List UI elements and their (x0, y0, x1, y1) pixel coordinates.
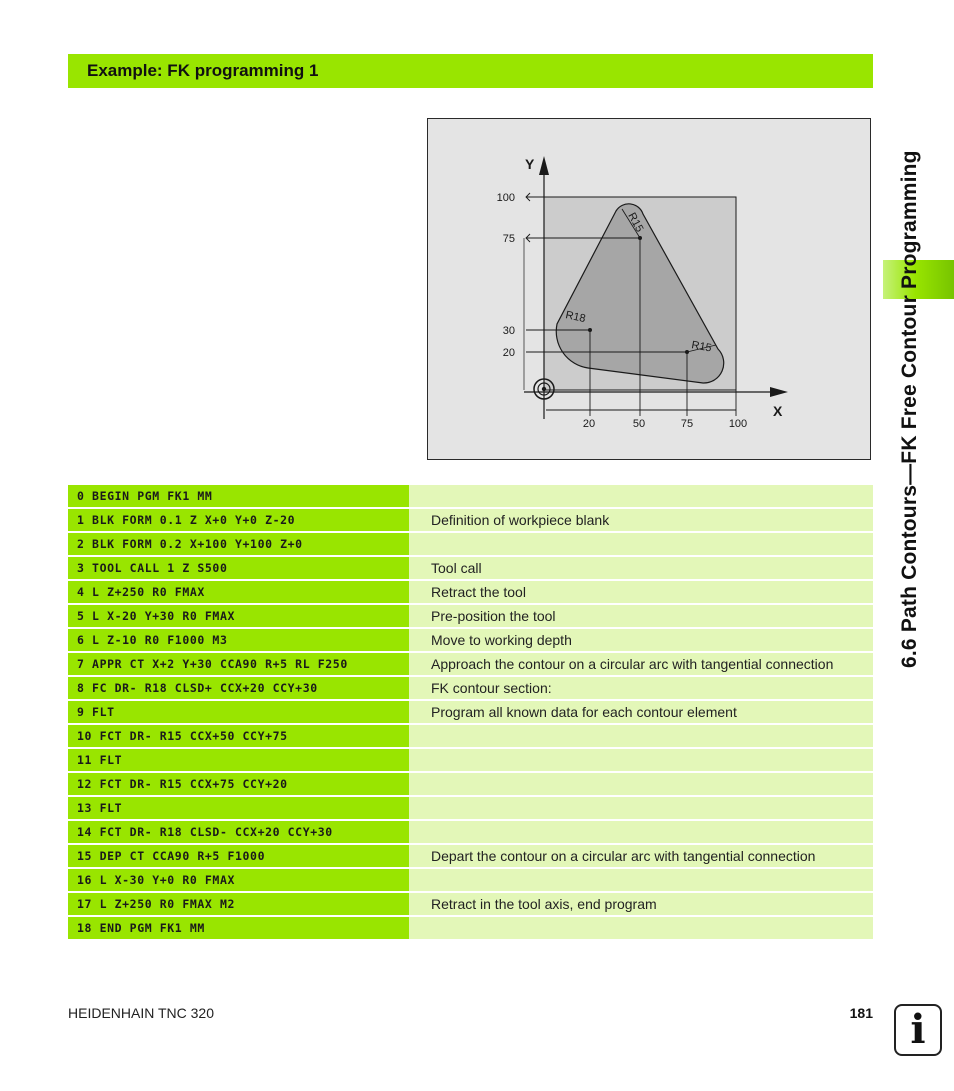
x-tick-label: 100 (728, 418, 748, 430)
nc-block-text: 13 FLT (77, 801, 123, 815)
description-cell (409, 557, 873, 579)
nc-code-cell (68, 581, 409, 603)
description-cell (409, 773, 873, 795)
description-cell (409, 749, 873, 771)
program-listing (68, 485, 873, 941)
description-cell (409, 917, 873, 939)
nc-code-cell (68, 821, 409, 843)
section-title: Example: FK programming 1 (87, 61, 319, 80)
y-axis-label: Y (525, 156, 535, 172)
description-cell (409, 725, 873, 747)
table-row (68, 677, 873, 699)
description-cell (409, 677, 873, 699)
center-point-icon (588, 328, 592, 332)
nc-code-cell (68, 893, 409, 915)
footer-product: HEIDENHAIN TNC 320 (68, 1005, 215, 1021)
center-point-icon (685, 350, 689, 354)
nc-block-text: 4 L Z+250 R0 FMAX (77, 585, 205, 599)
description-text: FK contour section: (431, 680, 552, 696)
description-cell (409, 893, 873, 915)
chapter-section-title: 6.6 Path Contours—FK Free Contour Programming (898, 150, 921, 668)
nc-block-text: 16 L X-30 Y+0 R0 FMAX (77, 873, 235, 887)
description-text: Retract the tool (431, 584, 526, 600)
nc-code-cell (68, 725, 409, 747)
table-row (68, 581, 873, 603)
description-cell (409, 605, 873, 627)
radius-label: R15 (690, 339, 713, 355)
nc-block-text: 2 BLK FORM 0.2 X+100 Y+100 Z+0 (77, 537, 303, 551)
table-row (68, 509, 873, 531)
description-cell (409, 797, 873, 819)
table-row (68, 749, 873, 771)
nc-code-cell (68, 533, 409, 555)
description-text: Tool call (431, 560, 482, 576)
nc-block-text: 15 DEP CT CCA90 R+5 F1000 (77, 849, 266, 863)
x-tick-label: 75 (680, 418, 694, 430)
y-tick-label: 30 (502, 325, 515, 337)
description-text: Program all known data for each contour element (431, 704, 737, 720)
x-axis-label: X (773, 403, 783, 419)
nc-block-text: 3 TOOL CALL 1 Z S500 (77, 561, 228, 575)
description-text: Depart the contour on a circular arc with tangential connection (431, 848, 816, 864)
nc-code-cell (68, 869, 409, 891)
description-text: Retract in the tool axis, end program (431, 896, 657, 912)
table-row (68, 725, 873, 747)
description-text: Approach the contour on a circular arc with tangential connection (431, 656, 834, 672)
table-row (68, 701, 873, 723)
description-text: Definition of workpiece blank (431, 512, 610, 528)
nc-code-cell (68, 797, 409, 819)
y-tick-label: 20 (502, 347, 515, 359)
description-text: Pre-position the tool (431, 608, 556, 624)
section-header-bar (68, 54, 873, 88)
nc-code-cell (68, 845, 409, 867)
y-tick-label: 100 (496, 192, 515, 204)
table-row (68, 845, 873, 867)
nc-block-text: 9 FLT (77, 705, 115, 719)
nc-code-cell (68, 509, 409, 531)
nc-code-cell (68, 653, 409, 675)
x-tick-label: 20 (582, 418, 596, 430)
nc-code-cell (68, 557, 409, 579)
contour-diagram (427, 118, 871, 460)
table-row (68, 653, 873, 675)
description-cell (409, 701, 873, 723)
nc-block-text: 10 FCT DR- R15 CCX+50 CCY+75 (77, 729, 288, 743)
nc-block-text: 6 L Z-10 R0 F1000 M3 (77, 633, 228, 647)
page-number: 181 (849, 1005, 873, 1021)
info-icon: i (894, 1004, 942, 1056)
nc-code-cell (68, 773, 409, 795)
contour-drawing (428, 119, 870, 459)
nc-block-text: 11 FLT (77, 753, 123, 767)
table-row (68, 629, 873, 651)
table-row (68, 917, 873, 939)
y-tick-label: 75 (502, 233, 515, 245)
x-tick-label: 50 (632, 418, 646, 430)
x-axis-arrow-icon (770, 387, 788, 397)
description-cell (409, 581, 873, 603)
center-point-icon (638, 236, 642, 240)
table-row (68, 485, 873, 507)
table-row (68, 869, 873, 891)
table-row (68, 797, 873, 819)
y-axis-arrow-icon (539, 156, 549, 175)
description-cell (409, 653, 873, 675)
nc-block-text: 17 L Z+250 R0 FMAX M2 (77, 897, 235, 911)
description-cell (409, 821, 873, 843)
table-row (68, 605, 873, 627)
nc-code-cell (68, 677, 409, 699)
radius-label: R15 (625, 210, 646, 235)
nc-block-text: 14 FCT DR- R18 CLSD- CCX+20 CCY+30 (77, 825, 333, 839)
description-cell (409, 533, 873, 555)
table-row (68, 893, 873, 915)
nc-code-cell (68, 749, 409, 771)
description-cell (409, 845, 873, 867)
nc-code-cell (68, 605, 409, 627)
nc-block-text: 18 END PGM FK1 MM (77, 921, 205, 935)
nc-block-text: 5 L X-20 Y+30 R0 FMAX (77, 609, 235, 623)
table-row (68, 773, 873, 795)
nc-block-text: 7 APPR CT X+2 Y+30 CCA90 R+5 RL F250 (77, 657, 348, 671)
nc-code-cell (68, 701, 409, 723)
description-text: Move to working depth (431, 632, 572, 648)
nc-code-cell (68, 917, 409, 939)
nc-code-cell (68, 485, 409, 507)
table-row (68, 557, 873, 579)
nc-block-text: 1 BLK FORM 0.1 Z X+0 Y+0 Z-20 (77, 513, 296, 527)
nc-block-text: 0 BEGIN PGM FK1 MM (77, 489, 213, 503)
nc-block-text: 12 FCT DR- R15 CCX+75 CCY+20 (77, 777, 288, 791)
description-cell (409, 869, 873, 891)
description-cell (409, 485, 873, 507)
nc-block-text: 8 FC DR- R18 CLSD+ CCX+20 CCY+30 (77, 681, 318, 695)
description-cell (409, 509, 873, 531)
description-cell (409, 629, 873, 651)
table-row (68, 821, 873, 843)
nc-code-cell (68, 629, 409, 651)
table-row (68, 533, 873, 555)
radius-label: R18 (564, 309, 587, 326)
